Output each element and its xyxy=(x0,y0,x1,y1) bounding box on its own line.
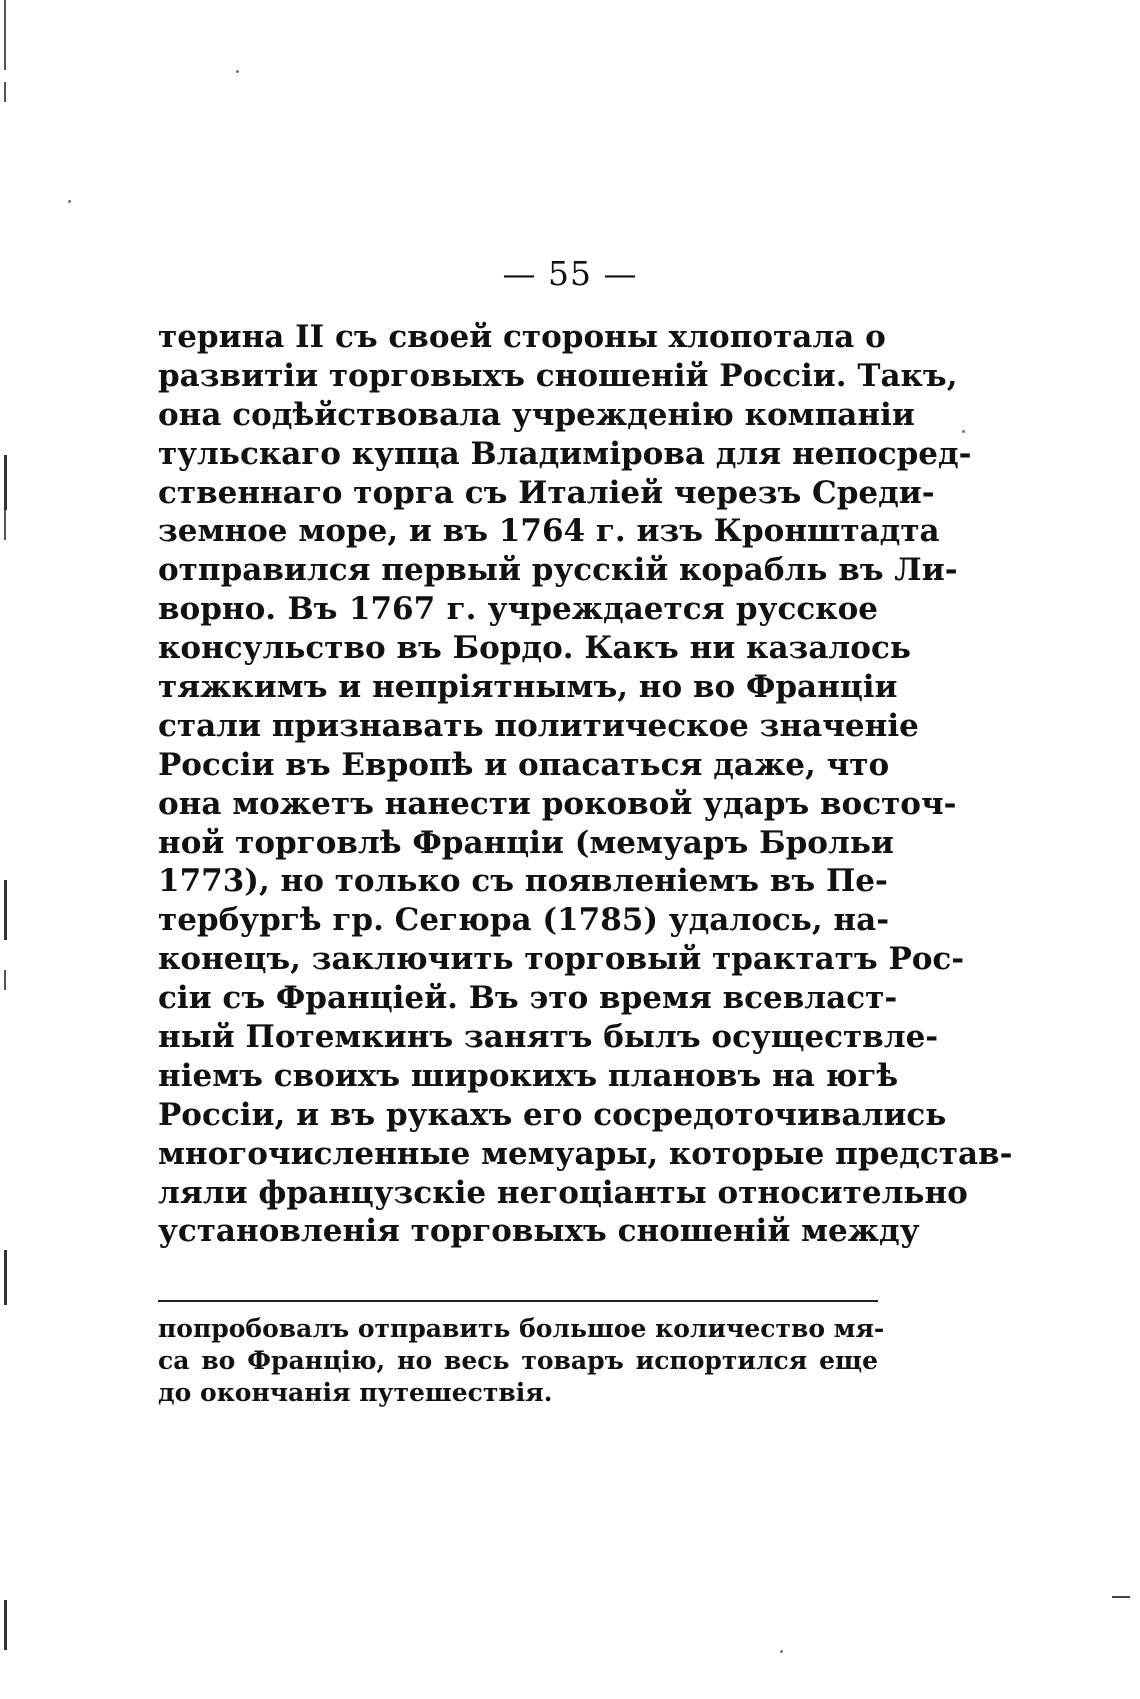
text-line: терина II съ своей стороны хлопотала о xyxy=(158,319,886,355)
text-line: тульскаго купца Владиміровa для непосред- xyxy=(158,435,972,472)
text-line: земное море, и въ 1764 г. изъ Кронштадта xyxy=(158,513,940,550)
text-line: ляли французскіе негоціанты относительно xyxy=(158,1174,968,1211)
main-text-block xyxy=(158,318,1013,1251)
text-line: ственнаго торга съ Италіей черезъ Среди- xyxy=(158,474,935,511)
text-line: отправился первый русскій корабль въ Ли- xyxy=(158,552,958,589)
text-line: консульство въ Бордо. Какъ ни казалось xyxy=(158,630,911,667)
text-line: конецъ, заключить торговый трактатъ Рос- xyxy=(158,941,965,978)
footnote-line: попробовалъ отправить большое количество мя- xyxy=(158,1314,885,1343)
text-line: ворно. Въ 1767 г. учреждается русское xyxy=(158,591,878,628)
scan-speck xyxy=(962,430,965,433)
text-line: она можетъ нанести роковой ударъ восточ- xyxy=(158,785,957,822)
text-line: тербургѣ гр. Сегюра (1785) удалось, на- xyxy=(158,902,890,939)
scan-dash-mark xyxy=(1112,1596,1130,1598)
text-line: установленія торговыхъ сношеній между xyxy=(158,1213,920,1250)
text-line: тяжкимъ и непріятнымъ, но во Франціи xyxy=(158,669,898,706)
text-line: стали признавать политическое значеніе xyxy=(158,707,919,744)
text-line: сіи съ Франціей. Въ это время всевласт- xyxy=(158,980,898,1017)
footnote-block xyxy=(158,1313,885,1409)
scan-speck xyxy=(68,200,71,203)
text-line: ной торговлѣ Франціи (мемуаръ Брольи xyxy=(158,824,894,861)
footnote-line: са во Францію, но весь товаръ испортился еще xyxy=(158,1346,878,1375)
scan-edge-mark xyxy=(4,82,6,102)
scan-edge-mark xyxy=(4,1600,7,1650)
text-line: она содѣйствовала учрежденію компаніи xyxy=(158,396,915,433)
scan-edge-mark xyxy=(4,0,6,70)
text-line: Россіи, и въ рукахъ его сосредоточивались xyxy=(158,1096,947,1133)
scan-edge-mark xyxy=(4,510,6,540)
text-line: ніемъ своихъ широкихъ плановъ на югѣ xyxy=(158,1057,899,1094)
scan-speck xyxy=(780,1650,783,1653)
page-number: — 55 — xyxy=(502,254,638,293)
text-line: Россіи въ Европѣ и опасаться даже, что xyxy=(158,746,890,783)
text-line: ный Потемкинъ занятъ былъ осуществле- xyxy=(158,1019,939,1056)
scan-edge-mark xyxy=(4,880,7,940)
footnote-line: до окончанія путешествія. xyxy=(158,1378,553,1407)
text-line: 1773), но только съ появленіемъ въ Пе- xyxy=(158,863,888,900)
scan-edge-mark xyxy=(4,970,6,990)
footnote-rule xyxy=(158,1300,878,1302)
text-line: многочисленные мемуары, которые представ- xyxy=(158,1135,1013,1172)
scan-edge-mark xyxy=(4,1250,7,1305)
scan-speck xyxy=(236,70,239,73)
text-line: развитіи торговыхъ сношеній Россіи. Такъ, xyxy=(158,357,958,394)
scan-edge-mark xyxy=(4,455,7,510)
